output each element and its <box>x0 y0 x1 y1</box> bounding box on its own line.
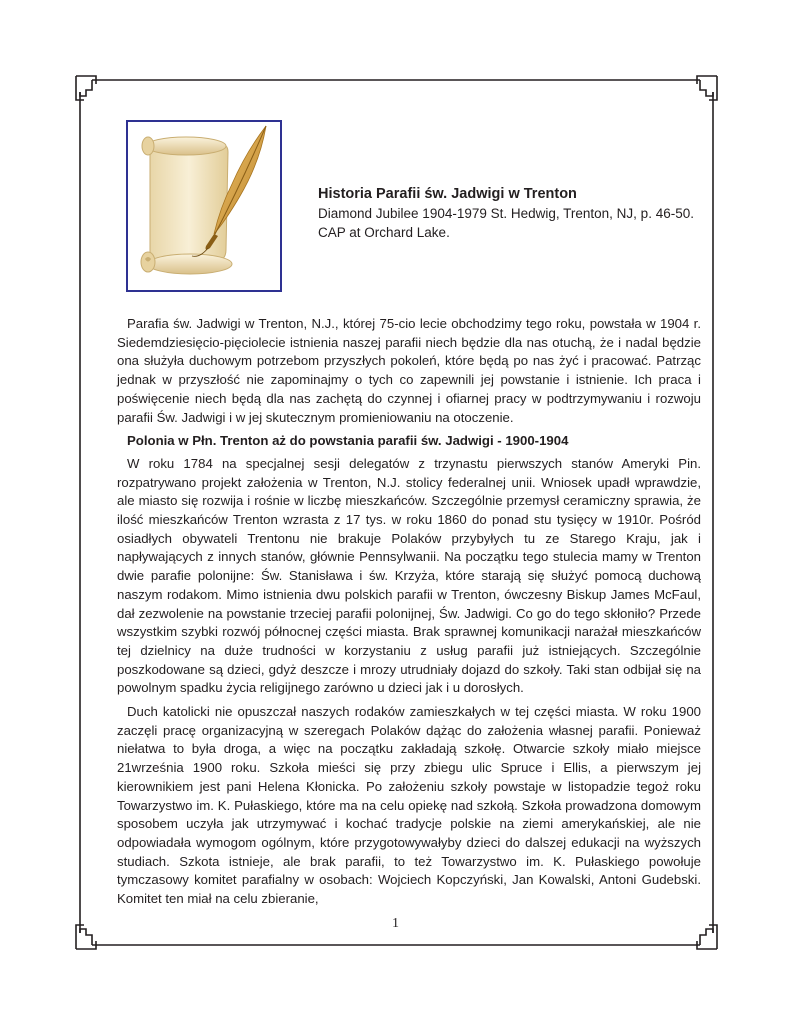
source-citation-line-2: CAP at Orchard Lake. <box>318 225 450 240</box>
document-header <box>318 184 718 242</box>
body-paragraph-1: W roku 1784 na specjalnej sesji delegatów z trzynastu pierwszych stanów Ameryki Pin. rozpatrywano projekt założenia w Trenton, N.J. stolicy federalnej unii. Wniosek upadł wprawdzie, ale miasto się rozwija i rośnie w liczbę mieszkańców. Szczególnie przemysł ceramiczny sprawia, że ilość mieszkańców Trenton wzrasta z 17 tys. w roku 1860 do ponad stu tysięcy w 1910r. Pośród osiadłych obywateli Trentonu nie brakuje Polaków przybyłych tu ze Starego Kraju, jak i napływających z innych stanów, głównie Pennsylwanii. Na początku tego stulecia mamy w Trenton dwie parafie polonijne: Św. Stanisława i św. Krzyża, które starają się służyć pomocą duchową naszym rodakom. Mimo istnienia dwu polskich parafii w Trenton, ówczesny Biskup James McFaul, dał zezwolenie na powstanie trzeciej parafii polonijnej, Św. Jadwigi. Co go do tego skłoniło? Przede wszystkim szybki rozwój północnej części miasta. Brak sprawnej komunikacji narażał mieszkańców tej dzielnicy na duże trudności w korzystaniu z usług parafii już istniejących. Szczególnie poszkodowane są dzieci, gdyż deszcze i mrozy utrudniały dojazd do szkoły. Taki stan odbijał się na powolnym spadku życia religijnego zarówno u dzieci jak i u dorosłych. <box>117 455 701 696</box>
source-citation-line-1: Diamond Jubilee 1904-1979 St. Hedwig, Trenton, NJ, p. 46-50. <box>318 206 694 221</box>
body-paragraph-2: Duch katolicki nie opuszczał naszych rodaków zamieszkałych w tej części miasta. W roku 1900 zaczęli pracę organizacyjną w szeregach Polaków dążąc do założenia własnej parafii. Ponieważ niełatwa to była droga, a więc na początku zakładają szkołę. Otwarcie szkoły miało miejsce 21września 1900 roku. Szkoła mieści się przy zbiegu ulic Spruce i Ellis, a pierwszym jej kierownikiem jest pani Helena Kłonicka. Po założeniu szkoły powstaje w listopadzie tegoż roku Towarzystwo im. K. Pułaskiego, które ma na celu opiekę nad szkołą. Szkoła prowadzona domowym sposobem uczyła jak utrzymywać i kochać tradycje polskie na ziemi amerykańskiej, ale nie odpowiadała wymogom ogólnym, które przygotowywałyby dzieci do dalszej edukacji na wyższych studiach. Szkota istnieje, ale brak parafii, to też Towarzystwo im. K. Pułaskiego powołuje tymczasowy komitet parafialny w osobach: Wojciech Kopczyński, Jan Kowalski, Antoni Gudebski. Komitet ten miał na celu zbieranie, <box>117 704 701 907</box>
document-title: Historia Parafii św. Jadwigi w Trenton <box>318 186 577 202</box>
page-number: 1 <box>392 916 399 931</box>
intro-paragraph: Parafia św. Jadwigi w Trenton, N.J., której 75-cio lecie obchodzimy tego roku, powstała w 1904 r. Siedemdziesięcio-pięciolecie istnienia naszej parafii niech będzie dla nas otuchą, że i nadal będzie ona służyła duchowym potrzebom przyszłych pokoleń, które będą po nas żyć i pracować. Patrząc jednak w przyszłość nie zapominajmy o tych co zapewnili jej powstanie i istnienie. Ich praca i poświęcenie niech będą dla nas zachętą do czynnej i ofiarnej pracy w podtrzymywaniu i rozwoju parafii Św. Jadwigi i w jej skutecznym promieniowaniu na otoczenie. <box>117 316 701 425</box>
scroll-and-quill-illustration <box>126 120 282 292</box>
section-heading: Polonia w Płn. Trenton aż do powstania parafii św. Jadwigi - 1900-1904 <box>127 433 569 449</box>
scroll-quill-icon <box>128 122 280 290</box>
document-body <box>117 315 701 914</box>
